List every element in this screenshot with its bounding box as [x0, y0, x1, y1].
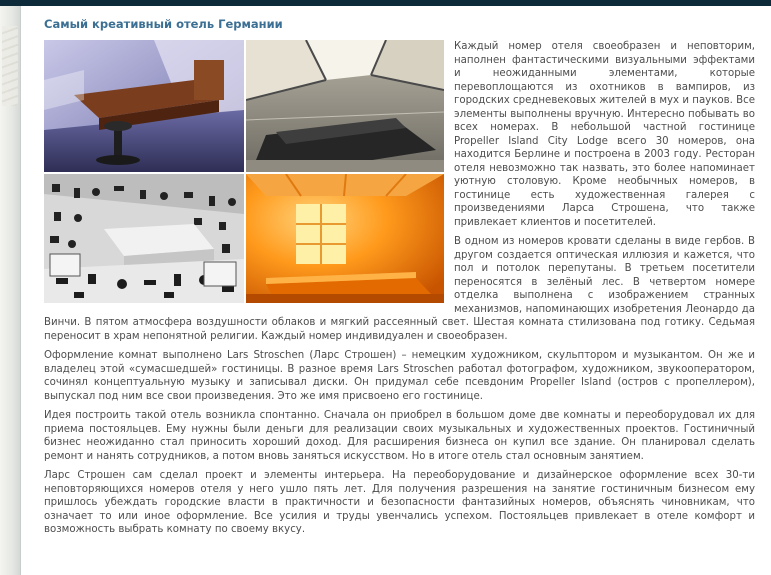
article: [44, 17, 755, 543]
left-decorative-strip: [0, 6, 21, 575]
paragraph-1: Каждый номер отеля своеобразен и неповторим, наполнен фантастическими визуальными эффектами и неожиданными элементами, которые перевоплощаются из охотников в вампиров, из городских средневековых жителей в мух и пауков. Все элементы выполнены вручную. Интересно побывать во всех номерах. В небольшой частной гостинице Propeller Island City Lodge всего 30 номеров, она находится Берлине и построена в 2003 году. Ресторан отеля невозможно так назвать, это более напоминает уютную столовую. Кроме необычных номеров, в гостинице есть художественная галерея с произведениями Ларса Строшена, что также привлекает клиентов и посетителей.: [454, 41, 755, 228]
top-bar: [0, 0, 771, 6]
paragraph-5: Ларс Строшен сам сделал проект и элементы интерьера. На переоборудование и дизайнерское оформление всех 30-ти неповторяющихся номеров отеля у него ушло пять лет. Для получения разрешения на занятие гостиничным бизнесом ему пришлось убеждать городские власти в практичности и безопасности фантазийных номеров, объяснять чиновникам, что означает то или иное оформление. Все усилия и труды увенчались успехом. Постояльцев привлекает в отеле комфорт и возможность выбрать комнату по своему вкусу.: [44, 470, 755, 535]
photo-gallery: [44, 40, 444, 303]
article-title: Самый креативный отель Германии: [44, 17, 283, 31]
photo-room-desk: [44, 40, 244, 172]
paragraph-2: В одном из номеров кровати сделаны в виде гербов. В другом создается оптическая иллюзия и кажется, что пол и потолок перепутаны. В третьем посетители переносятся в зелёный лес. В четвертом номере отделка выполнена с изображением странных механизмов, напоминающих изобретения Леонардо да Винчи. В пятом атмосфера воздушности облаков и мягкий рассеянный свет. Шестая комната стилизована под готику. Седьмая переносит в храм непонятной религии. Каждый номер индивидуален и своеобразен.: [44, 236, 755, 342]
paragraph-3: Оформление комнат выполнено Lars Stroschen (Ларс Строшен) – немецким художником, скульптором и музыкантом. Он же и владелец этой «сумасшедшей» гостиницы. В разное время Lars Stroschen работал фотографом, художником, звукооператором, сочинял концептуальную музыку и записывал диски. Он придумал себе псевдоним Propeller Island (остров с пропеллером), выпускал под ним все свои произведения. Это же имя присвоено его гостинице.: [44, 350, 755, 402]
decorative-pattern: [2, 26, 18, 106]
photo-symbol-room: [44, 174, 244, 303]
photo-orange-room: [246, 174, 444, 303]
paragraph-4: Идея построить такой отель возникла спонтанно. Сначала он приобрел в большом доме две комнаты и переоборудовал их для приема постояльцев. Ему нужны были деньги для реализации своих музыкальных и художественных проектов. Гостиничный бизнес неожиданно стал приносить хороший доход. Для расширения бизнеса он купил все здание. Он планировал сделать ремонт и нанять сотрудников, а потом вновь заняться искусством. Но в итоге отель стал основным занятием.: [44, 410, 755, 462]
photo-mirror-room: [246, 40, 444, 172]
